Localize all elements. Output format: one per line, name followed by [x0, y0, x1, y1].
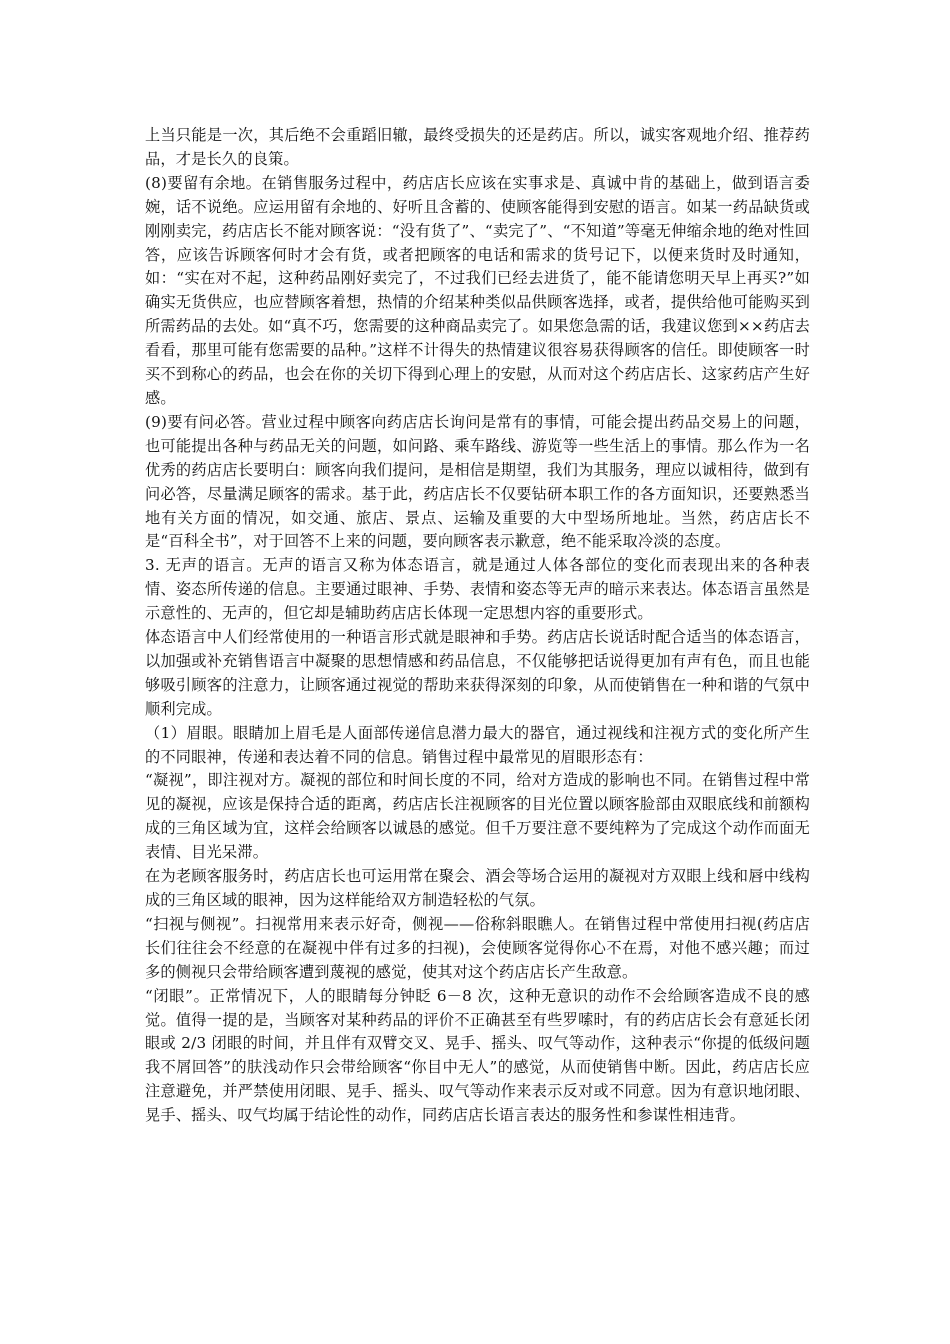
paragraph-scan-side-glance: “扫视与侧视”。扫视常用来表示好奇，侧视——俗称斜眼瞧人。在销售过程中常使用扫视(药店店长们往往会不经意的在凝视中伴有过多的扫视)，会使顾客觉得你心不在焉，对他不感兴趣；而过多的侧视只会带给顾客遭到蔑视的感觉，使其对这个药店店长产生敌意。 — [145, 914, 810, 981]
document-body — [145, 124, 810, 1128]
paragraph-body-language: 体态语言中人们经常使用的一种语言形式就是眼神和手势。药店店长说话时配合适当的体态语言，以加强或补充销售语言中凝聚的思想情感和药品信息，不仅能够把话说得更加有声有色，而且也能够吸引顾客的注意力，让顾客通过视觉的帮助来获得深刻的印象，从而使销售在一种和谐的气氛中顺利完成。 — [145, 628, 810, 718]
paragraph-gaze: “凝视”，即注视对方。凝视的部位和时间长度的不同，给对方造成的影响也不同。在销售过程中常见的凝视，应该是保持合适的距离，药店店长注视顾客的目光位置以顾客脸部由双眼底线和前额构成的三角区域为宜，这样会给顾客以诚恳的感觉。但千万要注意不要纯粹为了完成这个动作而面无表情、目光呆滞。 — [145, 771, 810, 862]
paragraph-eyebrows-eyes: （1）眉眼。眼睛加上眉毛是人面部传递信息潜力最大的器官，通过视线和注视方式的变化所产生的不同眼神，传递和表达着不同的信息。销售过程中最常见的眉眼形态有： — [145, 723, 810, 766]
paragraph-answer-questions: (9)要有问必答。营业过程中顾客向药店店长询问是常有的事情，可能会提出药品交易上的问题，也可能提出各种与药品无关的问题，如问路、乘车路线、游览等一些生活上的事情。那么作为一名优秀的药店店长要明白：顾客向我们提问，是相信是期望，我们为其服务，理应以诚相待，做到有问必答，尽量满足顾客的需求。基于此，药店店长不仅要钻研本职工作的各方面知识，还要熟悉当地有关方面的情况，如交通、旅店、景点、运输及重要的大中型场所地址。当然，药店店长不是“百科全书”，对于回答不上来的问题，要向顾客表示歉意，绝不能采取冷淡的态度。 — [145, 412, 810, 551]
paragraph-leave-room: (8)要留有余地。在销售服务过程中，药店店长应该在实事求是、真诚中肯的基础上，做到语言委婉，话不说绝。应运用留有余地的、好听且含蓄的、使顾客能得到安慰的语言。如某一药品缺货或刚刚卖完，药店店长不能对顾客说：“没有货了”、“卖完了”、“不知道”等毫无伸缩余地的绝对性回答，应该告诉顾客何时才会有货，或者把顾客的电话和需求的货号记下，以便来货时及时通知，如：“实在对不起，这种药品刚好卖完了，不过我们已经去进货了，能不能请您明天早上再买?”如确实无货供应，也应替顾客着想，热情的介绍某种类似品供顾客选择，或者，提供给他可能购买到所需药品的去处。如“真不巧，您需要的这种商品卖完了。如果您急需的话，我建议您到××药店去看看，那里可能有您需要的品种。”这样不计得失的热情建议很容易获得顾客的信任。即使顾客一时买不到称心的药品，也会在你的关切下得到心理上的安慰，从而对这个药店店长、这家药店产生好感。 — [145, 173, 810, 407]
paragraph-silent-language: 3. 无声的语言。无声的语言又称为体态语言，就是通过人体各部位的变化而表现出来的各种表情、姿态所传递的信息。主要通过眼神、手势、表情和姿态等无声的暗示来表达。体态语言虽然是示意性的、无声的，但它却是辅助药店店长体现一定思想内容的重要形式。 — [145, 556, 810, 623]
paragraph-honest-recommendation: 上当只能是一次，其后绝不会重蹈旧辙，最终受损失的还是药店。所以，诚实客观地介绍、推荐药品，才是长久的良策。 — [145, 126, 810, 168]
paragraph-closing-eyes: “闭眼”。正常情况下，人的眼睛每分钟眨 6－8 次，这种无意识的动作不会给顾客造成不良的感觉。值得一提的是，当顾客对某种药品的评价不正确甚至有些罗嗦时，有的药店店长会有意延长闭眼或 2/3 闭眼的时间，并且伴有双臂交叉、晃手、摇头、叹气等动作，这种表示“你提的低级问题我不屑回答”的肤浅动作只会带给顾客“你目中无人”的感觉，从而使销售中断。因此，药店店长应注意避免，并严禁使用闭眼、晃手、摇头、叹气等动作来表示反对或不同意。因为有意识地闭眼、晃手、摇头、叹气均属于结论性的动作，同药店店长语言表达的服务性和参谋性相违背。 — [145, 986, 810, 1125]
paragraph-regular-customer: 在为老顾客服务时，药店店长也可运用常在聚会、酒会等场合运用的凝视对方双眼上线和唇中线构成的三角区域的眼神，因为这样能给双方制造轻松的气氛。 — [145, 867, 810, 909]
